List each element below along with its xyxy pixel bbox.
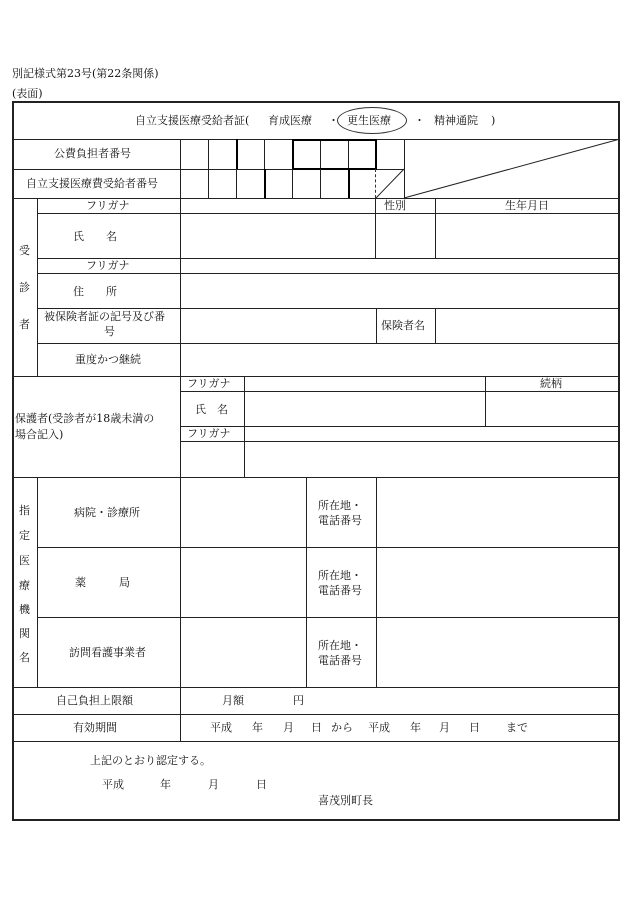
guardian-furigana-label: フリガナ <box>187 377 231 390</box>
validity-month-start: 月 <box>283 721 294 734</box>
institution-group-char: 名 <box>19 651 30 664</box>
birthdate-label: 生年月日 <box>505 199 549 212</box>
validity-until: まで <box>506 721 528 734</box>
issue-era: 平成 <box>102 778 124 791</box>
option-kousei: 更生医療 <box>347 114 391 127</box>
form-number: 別記様式第23号(第22条関係) <box>12 67 159 80</box>
rule <box>244 376 245 477</box>
relationship-label: 続柄 <box>540 377 562 390</box>
option-separator: ・ <box>414 114 425 127</box>
location-phone-label: 所在地・ <box>318 639 362 652</box>
title-main: 自立支援医療受給者証( <box>135 114 250 127</box>
location-phone-label-cont: 電話番号 <box>318 584 362 597</box>
validity-label: 有効期間 <box>73 721 117 734</box>
location-phone-label: 所在地・ <box>318 499 362 512</box>
patient-group-char: 者 <box>19 318 30 331</box>
rule <box>376 308 377 343</box>
location-phone-label: 所在地・ <box>318 569 362 582</box>
validity-year-start: 年 <box>252 721 263 734</box>
insurance-number-label: 被保険者証の記号及び番 <box>44 310 165 323</box>
validity-year-end: 年 <box>410 721 421 734</box>
institution-group-char: 療 <box>19 579 30 592</box>
rule <box>435 198 436 258</box>
option-seishin: 精神通院 <box>434 114 478 127</box>
patient-group-char: 受 <box>19 244 30 257</box>
validity-day-start: 日 <box>311 721 322 734</box>
issuer-name: 喜茂別町長 <box>318 794 373 807</box>
recipient-number-label: 自立支援医療費受給者番号 <box>26 177 158 190</box>
gender-label: 性別 <box>384 199 406 212</box>
option-separator: ・ <box>328 114 339 127</box>
public-payer-label: 公費負担者番号 <box>54 147 131 160</box>
patient-furigana-label: フリガナ <box>86 199 130 212</box>
severe-continuing-label: 重度かつ継続 <box>75 353 141 366</box>
location-phone-label-cont: 電話番号 <box>318 654 362 667</box>
option-ikusei: 育成医療 <box>268 114 312 127</box>
guardian-name-label: 氏 名 <box>195 403 228 416</box>
rule <box>485 376 486 426</box>
rule <box>435 308 436 343</box>
issue-day: 日 <box>256 778 267 791</box>
validity-month-end: 月 <box>439 721 450 734</box>
issue-month: 月 <box>208 778 219 791</box>
hospital-clinic-label: 病院・診療所 <box>74 506 140 519</box>
guardian-label-cont: 場合記入) <box>15 428 64 441</box>
issue-year: 年 <box>160 778 171 791</box>
rule <box>306 477 307 687</box>
institution-group-char: 機 <box>19 603 30 616</box>
guardian-furigana-label-2: フリガナ <box>187 427 231 440</box>
title-close: ) <box>491 114 496 127</box>
institution-group-char: 医 <box>19 554 30 567</box>
certification-statement: 上記のとおり認定する。 <box>90 754 211 767</box>
insurance-number-label-cont: 号 <box>104 325 115 338</box>
validity-era-end: 平成 <box>368 721 390 734</box>
address-furigana-label: フリガナ <box>86 259 130 272</box>
guardian-label: 保護者(受診者が18歳未満の <box>15 412 155 425</box>
patient-name-label: 氏 名 <box>73 230 117 243</box>
address-label: 住 所 <box>73 285 117 298</box>
rule <box>376 477 377 687</box>
form-side: (表面) <box>12 87 43 100</box>
validity-day-end: 日 <box>469 721 480 734</box>
monthly-label: 月額 <box>222 694 244 707</box>
institution-group-char: 指 <box>19 504 30 517</box>
home-nursing-label: 訪問看護事業者 <box>69 646 146 659</box>
validity-from: から <box>331 721 353 734</box>
location-phone-label-cont: 電話番号 <box>318 514 362 527</box>
yen-label: 円 <box>293 694 304 707</box>
rule <box>375 198 376 258</box>
copay-limit-label: 自己負担上限額 <box>56 694 133 707</box>
insurer-name-label: 保険者名 <box>381 319 425 332</box>
institution-group-char: 関 <box>19 627 30 640</box>
institution-group-char: 定 <box>19 529 30 542</box>
validity-era-start: 平成 <box>210 721 232 734</box>
patient-group-char: 診 <box>19 281 30 294</box>
pharmacy-label: 薬 局 <box>75 576 130 589</box>
